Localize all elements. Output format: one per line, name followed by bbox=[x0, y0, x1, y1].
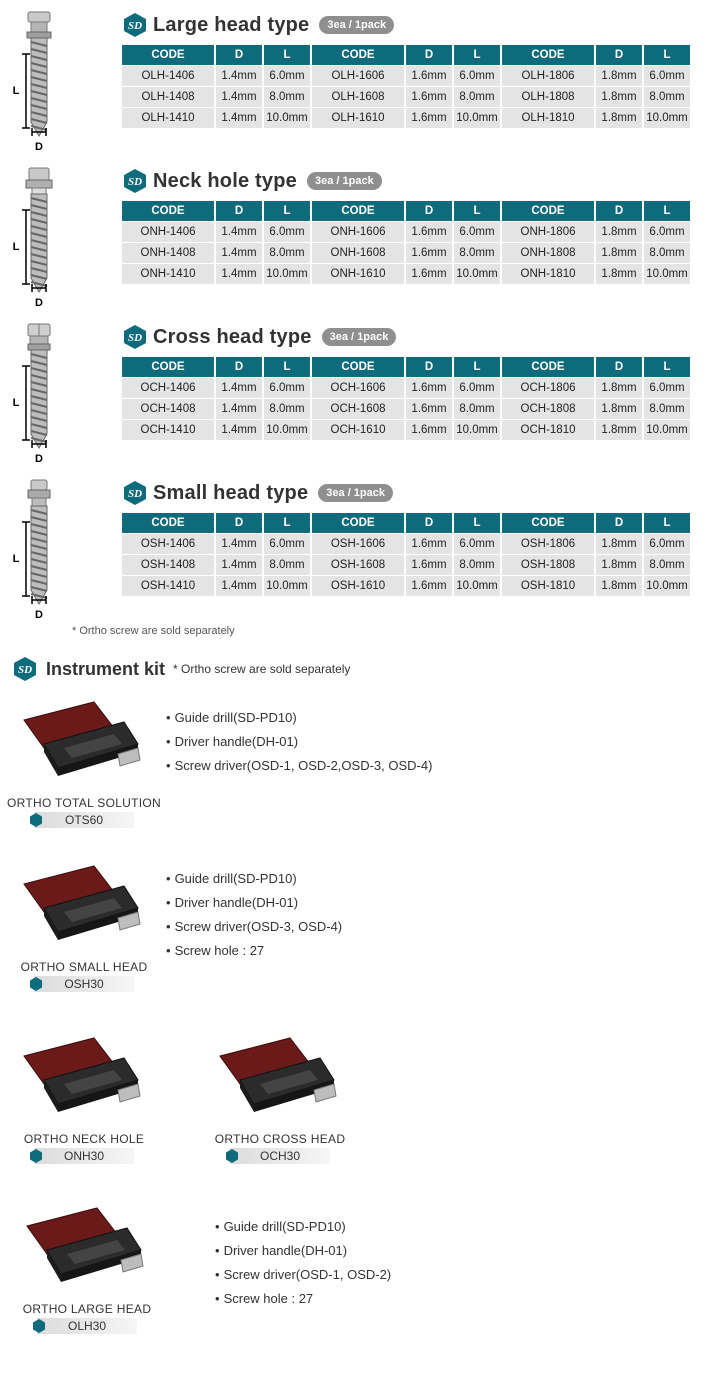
kit-name: ORTHO NECK HOLE bbox=[23, 1132, 145, 1146]
kit-code: OCH30 bbox=[259, 1149, 300, 1163]
table-cell: 10.0mm bbox=[454, 420, 500, 440]
table-cell: 1.6mm bbox=[406, 378, 452, 398]
table-cell: ONH-1806 bbox=[502, 222, 594, 242]
table-row bbox=[122, 264, 690, 284]
table-cell: 8.0mm bbox=[454, 399, 500, 419]
table-header-cell: L bbox=[454, 201, 500, 221]
table-cell: 1.8mm bbox=[596, 87, 642, 107]
table-cell: OSH-1410 bbox=[122, 576, 214, 596]
kit-feature-item: • Driver handle(DH-01) bbox=[166, 730, 432, 754]
table-cell: 1.8mm bbox=[596, 222, 642, 242]
sd-logo-icon bbox=[12, 656, 38, 682]
instrument-case-image bbox=[17, 1204, 157, 1294]
section-title bbox=[122, 322, 396, 352]
table-cell: 1.6mm bbox=[406, 87, 452, 107]
table-cell: 1.6mm bbox=[406, 108, 452, 128]
table-cell: 10.0mm bbox=[264, 108, 310, 128]
table-cell: 1.4mm bbox=[216, 222, 262, 242]
table-cell: OLH-1606 bbox=[312, 66, 404, 86]
table-cell: OCH-1608 bbox=[312, 399, 404, 419]
kit-feature-item: • Screw driver(OSD-1, OSD-2) bbox=[215, 1263, 391, 1287]
sd-logo-icon bbox=[122, 168, 148, 194]
table-row bbox=[122, 66, 690, 86]
table-cell: 1.8mm bbox=[596, 108, 642, 128]
table-cell: OLH-1808 bbox=[502, 87, 594, 107]
table-cell: 8.0mm bbox=[264, 243, 310, 263]
table-cell: 1.8mm bbox=[596, 378, 642, 398]
table-cell: 10.0mm bbox=[644, 420, 690, 440]
kit-feature-list bbox=[166, 867, 342, 963]
table-cell: 1.4mm bbox=[216, 87, 262, 107]
spec-table bbox=[120, 44, 692, 129]
table-header-cell: D bbox=[406, 357, 452, 377]
table-cell: 1.4mm bbox=[216, 264, 262, 284]
table-header-cell: L bbox=[454, 357, 500, 377]
table-row bbox=[122, 555, 690, 575]
table-header-cell: D bbox=[216, 201, 262, 221]
table-header-cell: CODE bbox=[122, 45, 214, 65]
screw-diagram bbox=[10, 322, 72, 472]
table-cell: 1.6mm bbox=[406, 222, 452, 242]
product-section-neck bbox=[0, 166, 717, 316]
instrument-kit-header bbox=[12, 656, 350, 682]
table-cell: 8.0mm bbox=[454, 555, 500, 575]
table-cell: OSH-1408 bbox=[122, 555, 214, 575]
kit-code: OTS60 bbox=[64, 813, 103, 827]
svg-text:SD: SD bbox=[17, 664, 33, 676]
svg-text:L: L bbox=[12, 397, 20, 409]
table-cell: 8.0mm bbox=[264, 555, 310, 575]
table-cell: 1.6mm bbox=[406, 243, 452, 263]
table-cell: ONH-1606 bbox=[312, 222, 404, 242]
kit-feature-item: • Guide drill(SD-PD10) bbox=[166, 867, 342, 891]
table-header-cell: D bbox=[216, 513, 262, 533]
screw-diagram bbox=[10, 166, 72, 316]
kit-feature-item: • Screw hole : 27 bbox=[166, 939, 342, 963]
table-cell: OLH-1408 bbox=[122, 87, 214, 107]
svg-text:D: D bbox=[35, 453, 43, 465]
table-cell: ONH-1406 bbox=[122, 222, 214, 242]
kit-feature-item: • Driver handle(DH-01) bbox=[166, 891, 342, 915]
table-header-cell: D bbox=[596, 357, 642, 377]
table-cell: 8.0mm bbox=[644, 399, 690, 419]
table-cell: 6.0mm bbox=[644, 378, 690, 398]
instrument-case-image bbox=[14, 1034, 154, 1124]
svg-text:SD: SD bbox=[127, 176, 143, 188]
table-cell: 6.0mm bbox=[264, 66, 310, 86]
table-cell: 1.6mm bbox=[406, 420, 452, 440]
table-cell: 1.8mm bbox=[596, 576, 642, 596]
svg-text:L: L bbox=[12, 241, 20, 253]
table-cell: 1.6mm bbox=[406, 264, 452, 284]
kit-item-ots60 bbox=[6, 698, 162, 828]
table-cell: 8.0mm bbox=[264, 87, 310, 107]
table-cell: 6.0mm bbox=[264, 378, 310, 398]
table-cell: 10.0mm bbox=[264, 576, 310, 596]
table-cell: ONH-1408 bbox=[122, 243, 214, 263]
table-cell: OLH-1608 bbox=[312, 87, 404, 107]
table-cell: 1.4mm bbox=[216, 534, 262, 554]
table-cell: 1.8mm bbox=[596, 399, 642, 419]
table-cell: 8.0mm bbox=[454, 243, 500, 263]
svg-text:SD: SD bbox=[127, 332, 143, 344]
pack-badge: 3ea / 1pack bbox=[319, 16, 394, 34]
table-cell: OLH-1406 bbox=[122, 66, 214, 86]
svg-text:D: D bbox=[35, 297, 43, 309]
table-header-cell: CODE bbox=[122, 201, 214, 221]
section-title bbox=[122, 478, 393, 508]
table-cell: OSH-1808 bbox=[502, 555, 594, 575]
table-cell: 1.4mm bbox=[216, 399, 262, 419]
table-header-cell: L bbox=[644, 357, 690, 377]
table-header-cell: CODE bbox=[312, 45, 404, 65]
table-cell: 1.8mm bbox=[596, 243, 642, 263]
table-cell: ONH-1810 bbox=[502, 264, 594, 284]
spec-table bbox=[120, 512, 692, 597]
table-cell: OSH-1606 bbox=[312, 534, 404, 554]
table-cell: 8.0mm bbox=[264, 399, 310, 419]
kit-code-badge bbox=[34, 812, 134, 828]
table-header-row bbox=[122, 513, 690, 533]
kit-item-olh30 bbox=[6, 1204, 168, 1334]
kit-feature-item: • Screw hole : 27 bbox=[215, 1287, 391, 1311]
table-row bbox=[122, 534, 690, 554]
table-cell: 6.0mm bbox=[644, 534, 690, 554]
table-cell: 1.8mm bbox=[596, 555, 642, 575]
kit-feature-item: • Driver handle(DH-01) bbox=[215, 1239, 391, 1263]
table-cell: 6.0mm bbox=[644, 66, 690, 86]
separate-note: * Ortho screw are sold separately bbox=[72, 625, 235, 637]
table-header-cell: L bbox=[644, 45, 690, 65]
table-header-row bbox=[122, 357, 690, 377]
svg-text:L: L bbox=[12, 553, 20, 565]
table-cell: 1.8mm bbox=[596, 264, 642, 284]
table-cell: 1.8mm bbox=[596, 420, 642, 440]
table-header-cell: L bbox=[264, 45, 310, 65]
table-cell: OCH-1408 bbox=[122, 399, 214, 419]
kit-name: ORTHO LARGE HEAD bbox=[22, 1302, 152, 1316]
table-row bbox=[122, 378, 690, 398]
table-cell: OLH-1610 bbox=[312, 108, 404, 128]
table-header-row bbox=[122, 45, 690, 65]
table-cell: 1.4mm bbox=[216, 420, 262, 440]
product-section-small bbox=[0, 478, 717, 628]
table-header-cell: L bbox=[644, 513, 690, 533]
table-header-cell: D bbox=[406, 45, 452, 65]
svg-text:SD: SD bbox=[127, 488, 143, 500]
kit-item-onh30 bbox=[6, 1034, 162, 1164]
table-header-cell: D bbox=[406, 513, 452, 533]
svg-text:L: L bbox=[12, 85, 20, 97]
table-header-cell: D bbox=[596, 201, 642, 221]
instrument-case-image bbox=[14, 862, 154, 952]
table-header-cell: CODE bbox=[312, 513, 404, 533]
kit-item-och30 bbox=[205, 1034, 355, 1164]
table-cell: 1.8mm bbox=[596, 66, 642, 86]
table-cell: 6.0mm bbox=[454, 378, 500, 398]
table-cell: 1.4mm bbox=[216, 243, 262, 263]
table-cell: OSH-1608 bbox=[312, 555, 404, 575]
kit-name: ORTHO CROSS HEAD bbox=[214, 1132, 346, 1146]
svg-text:D: D bbox=[35, 141, 43, 153]
table-row bbox=[122, 243, 690, 263]
table-cell: OCH-1810 bbox=[502, 420, 594, 440]
table-cell: 8.0mm bbox=[644, 243, 690, 263]
table-cell: 1.6mm bbox=[406, 576, 452, 596]
table-cell: ONH-1608 bbox=[312, 243, 404, 263]
section-title-text: Cross head type bbox=[153, 325, 312, 348]
sd-logo-icon bbox=[122, 480, 148, 506]
table-header-cell: D bbox=[596, 45, 642, 65]
table-cell: 1.4mm bbox=[216, 378, 262, 398]
table-cell: 10.0mm bbox=[644, 576, 690, 596]
table-cell: 6.0mm bbox=[264, 222, 310, 242]
table-header-cell: L bbox=[454, 513, 500, 533]
table-row bbox=[122, 576, 690, 596]
table-cell: ONH-1808 bbox=[502, 243, 594, 263]
table-cell: 6.0mm bbox=[454, 222, 500, 242]
table-cell: 10.0mm bbox=[454, 108, 500, 128]
table-header-cell: D bbox=[596, 513, 642, 533]
table-header-cell: CODE bbox=[502, 201, 594, 221]
table-cell: 10.0mm bbox=[454, 264, 500, 284]
table-header-cell: D bbox=[216, 45, 262, 65]
table-cell: 8.0mm bbox=[644, 555, 690, 575]
table-cell: 10.0mm bbox=[264, 420, 310, 440]
table-header-cell: L bbox=[264, 201, 310, 221]
section-title bbox=[122, 166, 382, 196]
table-cell: 1.4mm bbox=[216, 555, 262, 575]
spec-table bbox=[120, 356, 692, 441]
table-cell: ONH-1410 bbox=[122, 264, 214, 284]
table-cell: OCH-1610 bbox=[312, 420, 404, 440]
table-cell: OLH-1806 bbox=[502, 66, 594, 86]
table-cell: OCH-1406 bbox=[122, 378, 214, 398]
screw-diagram bbox=[10, 478, 72, 628]
section-title bbox=[122, 10, 394, 40]
table-header-cell: CODE bbox=[122, 357, 214, 377]
table-row bbox=[122, 108, 690, 128]
table-header-cell: L bbox=[264, 357, 310, 377]
table-row bbox=[122, 399, 690, 419]
spec-table bbox=[120, 200, 692, 285]
table-cell: OCH-1808 bbox=[502, 399, 594, 419]
sd-logo-icon bbox=[122, 12, 148, 38]
table-cell: OCH-1806 bbox=[502, 378, 594, 398]
kit-feature-item: • Screw driver(OSD-1, OSD-2,OSD-3, OSD-4) bbox=[166, 754, 432, 778]
section-title-text: Small head type bbox=[153, 481, 309, 504]
table-cell: 8.0mm bbox=[644, 87, 690, 107]
table-header-cell: L bbox=[264, 513, 310, 533]
table-cell: OLH-1410 bbox=[122, 108, 214, 128]
table-cell: 1.8mm bbox=[596, 534, 642, 554]
table-header-cell: CODE bbox=[312, 201, 404, 221]
kit-feature-item: • Screw driver(OSD-3, OSD-4) bbox=[166, 915, 342, 939]
table-header-cell: D bbox=[406, 201, 452, 221]
kit-code-badge bbox=[34, 976, 134, 992]
table-cell: OSH-1810 bbox=[502, 576, 594, 596]
table-cell: 6.0mm bbox=[454, 534, 500, 554]
table-cell: OSH-1610 bbox=[312, 576, 404, 596]
instrument-case-image bbox=[14, 698, 154, 788]
table-cell: 1.4mm bbox=[216, 108, 262, 128]
table-cell: 6.0mm bbox=[264, 534, 310, 554]
table-cell: 6.0mm bbox=[644, 222, 690, 242]
table-cell: 10.0mm bbox=[264, 264, 310, 284]
kit-title: Instrument kit bbox=[46, 658, 166, 679]
table-row bbox=[122, 420, 690, 440]
pack-badge: 3ea / 1pack bbox=[322, 328, 397, 346]
table-cell: OCH-1410 bbox=[122, 420, 214, 440]
kit-name: ORTHO TOTAL SOLUTION bbox=[6, 796, 162, 810]
sd-logo-icon bbox=[122, 324, 148, 350]
pack-badge: 3ea / 1pack bbox=[318, 484, 393, 502]
table-cell: 10.0mm bbox=[454, 576, 500, 596]
table-cell: 1.6mm bbox=[406, 555, 452, 575]
instrument-case-image bbox=[210, 1034, 350, 1124]
table-header-cell: CODE bbox=[502, 357, 594, 377]
table-cell: ONH-1610 bbox=[312, 264, 404, 284]
table-cell: 10.0mm bbox=[644, 264, 690, 284]
table-cell: OLH-1810 bbox=[502, 108, 594, 128]
kit-code-badge bbox=[34, 1148, 134, 1164]
svg-text:SD: SD bbox=[127, 20, 143, 32]
kit-code: OLH30 bbox=[67, 1319, 107, 1333]
table-cell: 1.6mm bbox=[406, 534, 452, 554]
table-header-cell: CODE bbox=[502, 45, 594, 65]
table-cell: OSH-1406 bbox=[122, 534, 214, 554]
kit-item-osh30 bbox=[6, 862, 162, 992]
table-header-cell: CODE bbox=[312, 357, 404, 377]
kit-feature-item: • Guide drill(SD-PD10) bbox=[166, 706, 432, 730]
table-header-cell: L bbox=[644, 201, 690, 221]
table-row bbox=[122, 222, 690, 242]
table-header-cell: CODE bbox=[502, 513, 594, 533]
kit-code-badge bbox=[37, 1318, 137, 1334]
kit-name: ORTHO SMALL HEAD bbox=[20, 960, 148, 974]
section-title-text: Large head type bbox=[153, 13, 310, 36]
table-cell: OSH-1806 bbox=[502, 534, 594, 554]
table-header-row bbox=[122, 201, 690, 221]
table-cell: 1.4mm bbox=[216, 66, 262, 86]
kit-feature-list bbox=[166, 706, 432, 778]
table-header-cell: L bbox=[454, 45, 500, 65]
kit-feature-list bbox=[215, 1215, 391, 1311]
table-cell: 8.0mm bbox=[454, 87, 500, 107]
product-section-large bbox=[0, 10, 717, 160]
table-cell: 10.0mm bbox=[644, 108, 690, 128]
kit-code: ONH30 bbox=[63, 1149, 104, 1163]
table-cell: 1.4mm bbox=[216, 576, 262, 596]
screw-diagram bbox=[10, 10, 72, 160]
table-cell: OCH-1606 bbox=[312, 378, 404, 398]
table-cell: 6.0mm bbox=[454, 66, 500, 86]
svg-text:D: D bbox=[35, 609, 43, 621]
table-cell: 1.6mm bbox=[406, 66, 452, 86]
product-section-cross bbox=[0, 322, 717, 472]
pack-badge: 3ea / 1pack bbox=[307, 172, 382, 190]
kit-code: OSH30 bbox=[64, 977, 104, 991]
table-row bbox=[122, 87, 690, 107]
table-cell: 1.6mm bbox=[406, 399, 452, 419]
kit-feature-item: • Guide drill(SD-PD10) bbox=[215, 1215, 391, 1239]
table-header-cell: D bbox=[216, 357, 262, 377]
kit-note: * Ortho screw are sold separately bbox=[173, 662, 351, 676]
section-title-text: Neck hole type bbox=[153, 169, 297, 192]
table-header-cell: CODE bbox=[122, 513, 214, 533]
kit-code-badge bbox=[230, 1148, 330, 1164]
